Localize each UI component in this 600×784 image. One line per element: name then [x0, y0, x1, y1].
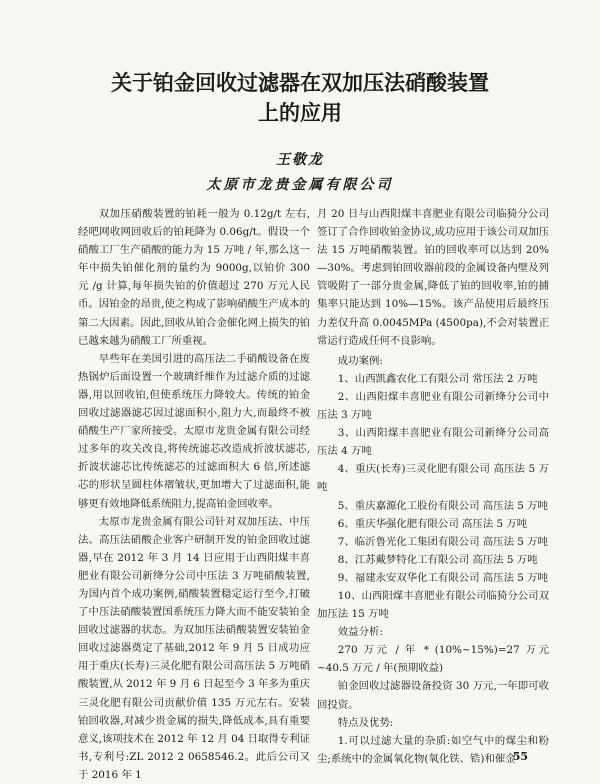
- list-item: 10、山西阳煤丰喜肥业有限公司临猗分公司双加压法 15 万吨: [317, 589, 549, 621]
- author-name: 王敬龙: [276, 152, 324, 168]
- right-column: [317, 205, 549, 768]
- title-line-2: 上的应用: [258, 101, 342, 125]
- list-item: 6、重庆华强化肥有限公司 高压法 5 万吨: [337, 517, 528, 530]
- benefit-formula: 270 万元 / 年 * (10%~15%)=27 万元 ~40.5 万元 / 年(预期收益): [317, 644, 549, 675]
- title-line-1: 关于铂金回收过滤器在双加压法硝酸装置: [111, 71, 489, 95]
- list-item: 3、山西阳煤丰喜肥业有限公司新绛分公司高压法 4 万吨: [317, 427, 549, 458]
- section-heading: 成功案例:: [337, 354, 383, 367]
- author-affiliation: 太原市龙贵金属有限公司: [206, 177, 394, 193]
- paragraph: 月 20 日与山西阳煤丰喜肥业有限公司临猗分公司签订了合作回收铂金协议,成功应用于该公司双加压法 15 万吨硝酸装置。铂的回收率可以达到 20%—30%。考虑到铂回收器前段的金属设备内壁及列管吸附了一部分贵金属,降低了铂的回收率,铂的捕集率只能达到 10%—15%。该产品使用后最终压力差仅升高 0.0045MPa (4500pa),不会对装置正常运行造成任何不良影响。: [317, 208, 549, 347]
- article-title: [0, 68, 600, 128]
- paragraph: 早些年在美国引进的高压法二手硝酸设备在废热锅炉后面设置一个玻璃纤维作为过滤介质的过滤器,用以回收铂,但使系统压力降较大。传统的铂金回收过滤器滤芯因过滤面积小,阻力大,而最终不被硝酸生产厂家所接受。太原市龙贵金属有限公司经过多年的攻关改良,将传统滤芯改造成折波状滤芯,折波状滤芯比传统滤芯的过滤面积大 6 倍,所述滤芯的形状呈圆柱体褶皱状,更加增大了过滤面积,能够更有效地降低系统阻力,提高铂金回收率。: [78, 352, 310, 510]
- section-heading: 效益分析:: [337, 626, 383, 639]
- section-heading: 特点及优势:: [337, 716, 394, 729]
- list-item: 7、临沂鲁光化工集团有限公司 高压法 5 万吨: [337, 535, 548, 548]
- paragraph: 双加压硝酸装置的铂耗一般为 0.12g/t 左右,经吧网收网回收后的铂耗降为 0.06g/t。假设一个硝酸工厂生产硝酸的能力为 15 万吨 / 年,那么这一年中损失铂催化剂的量约为 9000g,以铂价 300 元 /g 计算,每年损失铂的价值超过 270 万元人民币。因铂金的昂贵,使之构成了影响硝酸生产成本的第二大因素。因此,回收从铂合金催化网上损失的铂已越来越为硝酸工厂所重视。: [78, 208, 310, 347]
- list-item: 1、山西凯鑫农化工有限公司 常压法 2 万吨: [337, 372, 538, 385]
- list-item: 4、重庆(长寿)三灵化肥有限公司 高压法 5 万吨: [317, 463, 549, 494]
- left-column: [78, 205, 310, 784]
- list-item: 2、山西阳煤丰喜肥业有限公司新绛分公司中压法 3 万吨: [317, 390, 549, 422]
- list-item: 5、重庆嘉源化工股份有限公司 高压法 5 万吨: [337, 499, 548, 512]
- paragraph: 太原市龙贵金属有限公司针对双加压法、中压法、高压法硝酸企业客户研制开发的铂金回收过滤器,早在 2012 年 3 月 14 日应用于山西阳煤丰喜肥业有限公司新绛分公司中压法 3 万吨硝酸装置,为国内首个成功案例,硝酸装置稳定运行至今,打破了中压法硝酸装置国系统压力降大而不能安装铂金回收过滤器的状态。为双加压法硝酸装置安装铂金回收过滤器奠定了基础,2012 年 9 月 5 日成功应用于重庆(长寿)三灵化肥有限公司高压法 5 万吨硝酸装置,从 2012 年 9 月 6 日起至今 3 年多为重庆三灵化肥有限公司贡献价值 135 万元左右。安装铂回收器,对减少贵金属的损失,降低成本,具有重要意义,该项技术在 2012 年 12 月 04 日取得专利证书,专利号:ZL 2012 2 0658546.2。此后公司又于 2016 年 1: [78, 515, 310, 781]
- list-item: 9、福建永安双华化工有限公司 高压法 5 万吨: [337, 571, 548, 584]
- list-item: 8、江苏戴梦特化工有限公司 高压法 5 万吨: [337, 553, 538, 566]
- paragraph: 铂金回收过滤器设备投资 30 万元,一年即可收回投资。: [317, 680, 549, 711]
- page-number: 55: [512, 750, 528, 763]
- paragraph: 1.可以过滤大量的杂质:如空气中的煤尘和粉尘;系统中的金属氧化物(氧化铁、锆)和催金: [317, 734, 549, 765]
